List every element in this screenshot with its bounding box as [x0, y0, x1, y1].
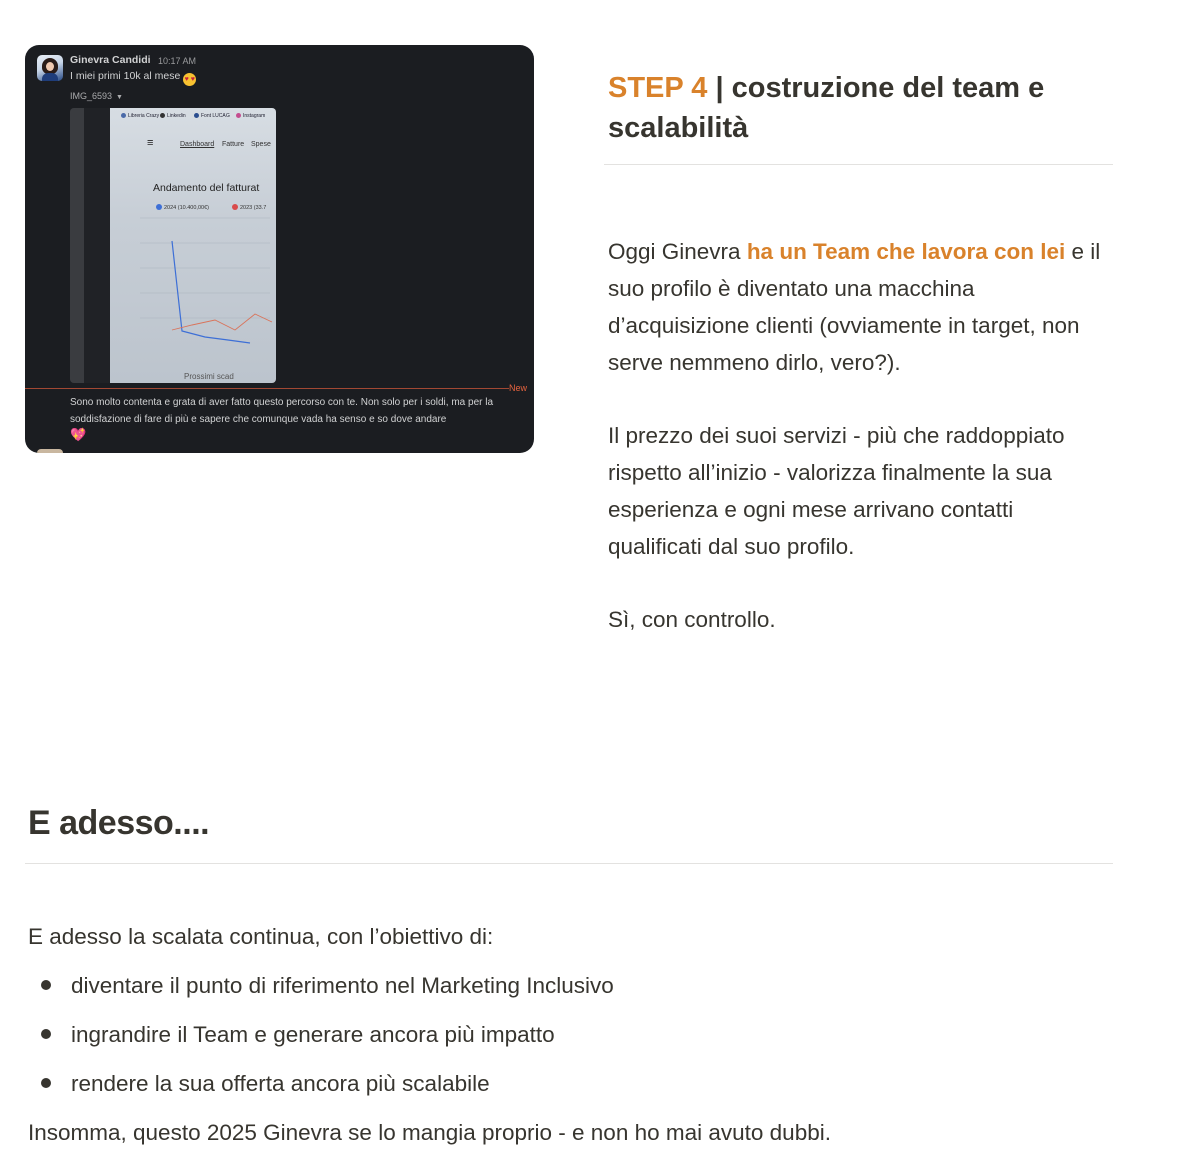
photo-line-chart — [110, 108, 276, 383]
nav-fatture: Fatture — [222, 141, 245, 148]
list-item — [28, 1019, 614, 1068]
chevron-down-icon: ▼ — [116, 94, 123, 101]
file-label: IMG_6593 — [70, 91, 113, 101]
message-text — [70, 70, 196, 86]
bookmark-item: Linkedin — [160, 113, 186, 119]
bullet-icon — [41, 980, 51, 990]
section-intro: E adesso la scalata continua, con l’obiettivo di: — [28, 924, 494, 949]
app-logo-icon: ≡ — [147, 137, 154, 149]
paragraph-team — [608, 233, 1108, 381]
bullet-icon — [41, 1078, 51, 1088]
bookmark-item: Instagram — [236, 113, 265, 119]
sender-name: Ginevra Candidi — [70, 54, 151, 66]
photo-chart-title: Andamento del fatturat — [153, 182, 260, 194]
nav-dashboard: Dashboard — [180, 141, 215, 148]
goals-list — [28, 970, 614, 1117]
message-time: 10:17 AM — [158, 56, 197, 66]
legend-2023: 2023 (33.7 — [232, 204, 266, 211]
photo-footer-text: Prossimi scad — [184, 372, 234, 381]
list-item-text: rendere la sua offerta ancora più scalabile — [71, 1071, 490, 1096]
list-item — [28, 970, 614, 1019]
message-label: I miei primi 10k al mese — [70, 70, 181, 82]
heart-eyes-emoji-icon: ♥ ♥ — [183, 73, 196, 86]
nav-spese: Spese — [251, 141, 271, 148]
paragraph-team-highlight: ha un Team che lavora con lei — [746, 239, 1066, 264]
testimonial-message: Sono molto contenta e grata di aver fatto questo percorso con te. Non solo per i soldi, ma per la soddisfazione di fare di più e sapere che comunque vada ha senso e so dove andare — [70, 397, 494, 425]
paragraph-pricing: Il prezzo dei suoi servizi - più che raddoppiato rispetto all’inizio - valorizza finalmente la sua esperienza e ogni mese arrivano contatti qualificati dal suo profilo. — [608, 423, 1065, 559]
sender-avatar — [37, 55, 63, 81]
step-title — [608, 68, 1088, 148]
dashboard-photo — [70, 108, 276, 383]
section-divider — [25, 863, 1113, 864]
step-title-text: | costruzione del team e scalabilità — [608, 72, 1045, 144]
bookmark-item: G — [226, 113, 230, 119]
legend-2024: 2024 (10.400,00€) — [156, 204, 209, 211]
list-item-text: ingrandire il Team e generare ancora più impatto — [71, 1022, 555, 1047]
series-2023-line — [172, 314, 272, 330]
new-badge: New — [509, 383, 528, 393]
next-avatar — [37, 449, 63, 453]
paragraph-team-start: Oggi Ginevra — [608, 239, 747, 264]
list-item-text: diventare il punto di riferimento nel Marketing Inclusivo — [71, 973, 614, 998]
list-item — [28, 1068, 614, 1117]
paragraph-control: Sì, con controllo. — [608, 607, 776, 632]
closing-line: Insomma, questo 2025 Ginevra se lo mangia proprio - e non ho mai avuto dubbi. — [28, 1120, 831, 1145]
testimonial-screenshot — [25, 45, 534, 453]
section-heading: E adesso.... — [28, 804, 210, 842]
bookmark-item: Font LUCA — [194, 113, 226, 119]
divider — [604, 164, 1113, 165]
paragraph-team-end: e il suo profilo è diventato una macchina d’acquisizione clienti (ovviamente in target, non serve nemmeno dirlo, vero?). — [608, 239, 1101, 375]
bookmark-item: Libreria Crazy — [121, 113, 159, 119]
bullet-icon — [41, 1029, 51, 1039]
sparkling-heart-emoji-icon: 💖 — [70, 427, 87, 442]
new-messages-divider — [25, 388, 509, 389]
file-name — [70, 91, 123, 101]
step-label: STEP 4 — [608, 72, 708, 104]
